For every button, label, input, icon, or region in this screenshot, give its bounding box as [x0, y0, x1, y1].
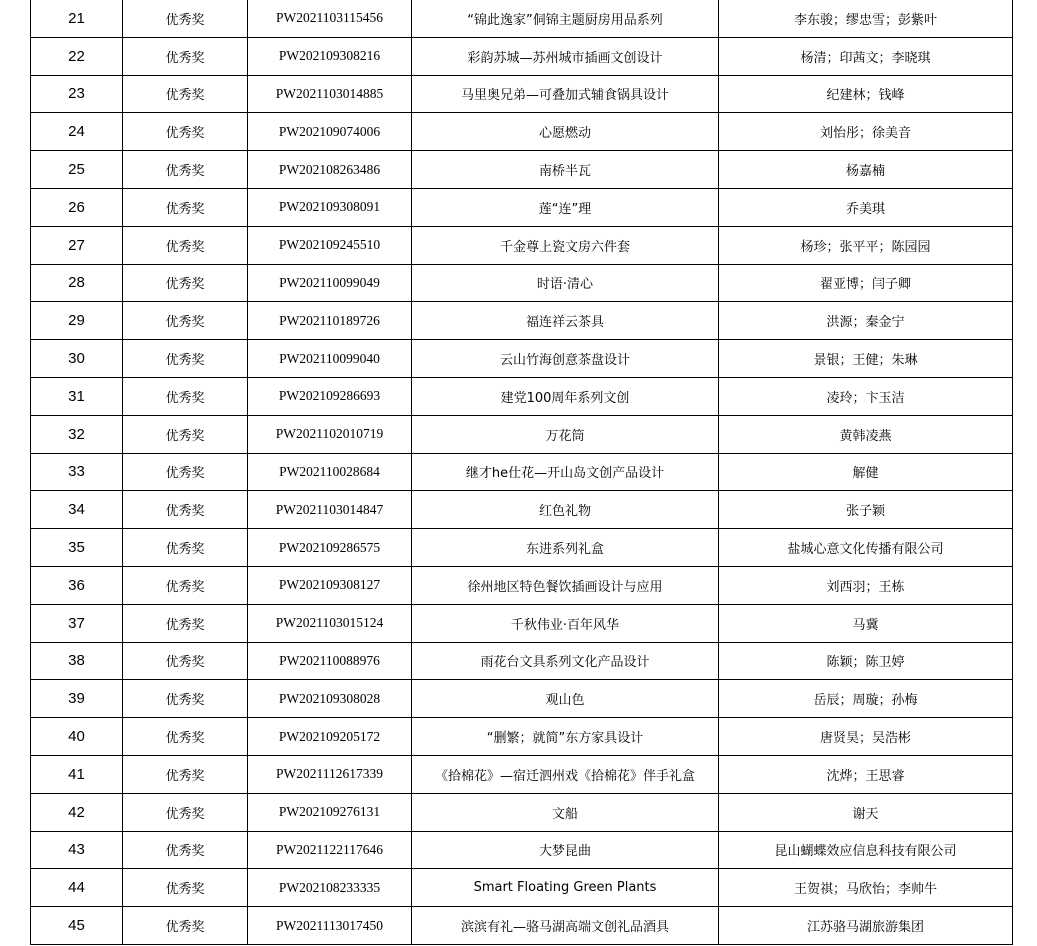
entry-code-cell: PW2021122117646	[248, 831, 412, 869]
award-cell: 优秀奖	[123, 755, 248, 793]
row-number-cell: 29	[31, 302, 123, 340]
work-title-cell: 红色礼物	[412, 491, 719, 529]
table-row	[31, 226, 1013, 264]
row-number-cell: 31	[31, 377, 123, 415]
award-cell: 优秀奖	[123, 453, 248, 491]
entry-code-cell: PW2021103115456	[248, 0, 412, 37]
row-number-cell: 36	[31, 566, 123, 604]
award-cell: 优秀奖	[123, 264, 248, 302]
row-number-cell: 27	[31, 226, 123, 264]
award-cell: 优秀奖	[123, 377, 248, 415]
work-title-cell: “删繁；就简”东方家具设计	[412, 718, 719, 756]
entry-code-cell: PW202108233335	[248, 869, 412, 907]
row-number-cell: 38	[31, 642, 123, 680]
entry-code-cell: PW202109308127	[248, 566, 412, 604]
table-row	[31, 491, 1013, 529]
award-cell: 优秀奖	[123, 869, 248, 907]
authors-cell: 马冀	[719, 604, 1013, 642]
entry-code-cell: PW202108263486	[248, 151, 412, 189]
authors-cell: 刘西羽；王栋	[719, 566, 1013, 604]
authors-cell: 乔美琪	[719, 188, 1013, 226]
work-title-cell: 继才he仕花—开山岛文创产品设计	[412, 453, 719, 491]
authors-cell: 张子颖	[719, 491, 1013, 529]
entry-code-cell: PW2021103014885	[248, 75, 412, 113]
row-number-cell: 24	[31, 113, 123, 151]
table-row	[31, 755, 1013, 793]
entry-code-cell: PW202109074006	[248, 113, 412, 151]
award-cell: 优秀奖	[123, 907, 248, 945]
entry-code-cell: PW2021102010719	[248, 415, 412, 453]
authors-cell: 唐贤昊；吴浩彬	[719, 718, 1013, 756]
entry-code-cell: PW202109308091	[248, 188, 412, 226]
award-cell: 优秀奖	[123, 113, 248, 151]
table-row	[31, 642, 1013, 680]
entry-code-cell: PW2021103015124	[248, 604, 412, 642]
row-number-cell: 44	[31, 869, 123, 907]
entry-code-cell: PW202110189726	[248, 302, 412, 340]
table-row	[31, 793, 1013, 831]
table-row	[31, 377, 1013, 415]
award-cell: 优秀奖	[123, 0, 248, 37]
work-title-cell: 雨花台文具系列文化产品设计	[412, 642, 719, 680]
award-cell: 优秀奖	[123, 37, 248, 75]
authors-cell: 洪源；秦金宁	[719, 302, 1013, 340]
work-title-cell: 大梦昆曲	[412, 831, 719, 869]
row-number-cell: 21	[31, 0, 123, 37]
work-title-cell: 文船	[412, 793, 719, 831]
award-cell: 优秀奖	[123, 718, 248, 756]
award-cell: 优秀奖	[123, 75, 248, 113]
table-row	[31, 0, 1013, 37]
authors-cell: 谢天	[719, 793, 1013, 831]
row-number-cell: 34	[31, 491, 123, 529]
entry-code-cell: PW202109276131	[248, 793, 412, 831]
entry-code-cell: PW202110099049	[248, 264, 412, 302]
row-number-cell: 25	[31, 151, 123, 189]
table-row	[31, 75, 1013, 113]
authors-cell: 沈烨；王思睿	[719, 755, 1013, 793]
row-number-cell: 45	[31, 907, 123, 945]
row-number-cell: 30	[31, 340, 123, 378]
authors-cell: 杨珍；张平平；陈园园	[719, 226, 1013, 264]
authors-cell: 昆山蝴蝶效应信息科技有限公司	[719, 831, 1013, 869]
table-row	[31, 604, 1013, 642]
entry-code-cell: PW202110088976	[248, 642, 412, 680]
entry-code-cell: PW202109245510	[248, 226, 412, 264]
work-title-cell: 莲“连”理	[412, 188, 719, 226]
award-cell: 优秀奖	[123, 340, 248, 378]
entry-code-cell: PW2021103014847	[248, 491, 412, 529]
work-title-cell: 东进系列礼盒	[412, 529, 719, 567]
authors-cell: 解健	[719, 453, 1013, 491]
award-cell: 优秀奖	[123, 415, 248, 453]
table-row	[31, 566, 1013, 604]
row-number-cell: 28	[31, 264, 123, 302]
award-cell: 优秀奖	[123, 151, 248, 189]
table-row	[31, 907, 1013, 945]
award-cell: 优秀奖	[123, 302, 248, 340]
entry-code-cell: PW2021113017450	[248, 907, 412, 945]
award-cell: 优秀奖	[123, 604, 248, 642]
table-row	[31, 151, 1013, 189]
table-row	[31, 37, 1013, 75]
work-title-cell: 《拾棉花》—宿迁泗州戏《拾棉花》伴手礼盒	[412, 755, 719, 793]
award-cell: 优秀奖	[123, 680, 248, 718]
table-row	[31, 188, 1013, 226]
table-row	[31, 453, 1013, 491]
row-number-cell: 32	[31, 415, 123, 453]
work-title-cell: Smart Floating Green Plants	[412, 869, 719, 907]
award-cell: 优秀奖	[123, 566, 248, 604]
authors-cell: 刘怡彤；徐美音	[719, 113, 1013, 151]
authors-cell: 纪建林；钱峰	[719, 75, 1013, 113]
authors-cell: 杨嘉楠	[719, 151, 1013, 189]
work-title-cell: 建党100周年系列文创	[412, 377, 719, 415]
award-cell: 优秀奖	[123, 188, 248, 226]
table-row	[31, 340, 1013, 378]
table-row	[31, 869, 1013, 907]
row-number-cell: 22	[31, 37, 123, 75]
row-number-cell: 26	[31, 188, 123, 226]
row-number-cell: 23	[31, 75, 123, 113]
work-title-cell: 南桥半瓦	[412, 151, 719, 189]
entry-code-cell: PW202109286575	[248, 529, 412, 567]
work-title-cell: 彩韵苏城—苏州城市插画文创设计	[412, 37, 719, 75]
authors-cell: 翟亚博；闫子卿	[719, 264, 1013, 302]
entry-code-cell: PW2021112617339	[248, 755, 412, 793]
row-number-cell: 37	[31, 604, 123, 642]
table-row	[31, 264, 1013, 302]
table-row	[31, 718, 1013, 756]
work-title-cell: 万花筒	[412, 415, 719, 453]
table-row	[31, 680, 1013, 718]
work-title-cell: 心愿燃动	[412, 113, 719, 151]
work-title-cell: 福连祥云茶具	[412, 302, 719, 340]
award-cell: 优秀奖	[123, 226, 248, 264]
award-cell: 优秀奖	[123, 793, 248, 831]
work-title-cell: 滨滨有礼—骆马湖高端文创礼品酒具	[412, 907, 719, 945]
authors-cell: 李东骏；缪忠雪；彭紫叶	[719, 0, 1013, 37]
table-row	[31, 415, 1013, 453]
authors-cell: 黄韩凌燕	[719, 415, 1013, 453]
table-row	[31, 302, 1013, 340]
row-number-cell: 39	[31, 680, 123, 718]
work-title-cell: 马里奥兄弟—可叠加式辅食锅具设计	[412, 75, 719, 113]
work-title-cell: “锦此逸家”侗锦主题厨房用品系列	[412, 0, 719, 37]
work-title-cell: 千金尊上瓷文房六件套	[412, 226, 719, 264]
work-title-cell: 千秋伟业·百年风华	[412, 604, 719, 642]
authors-cell: 王贺祺；马欣怡；李帅牛	[719, 869, 1013, 907]
authors-cell: 陈颖；陈卫婷	[719, 642, 1013, 680]
award-cell: 优秀奖	[123, 831, 248, 869]
award-cell: 优秀奖	[123, 642, 248, 680]
entry-code-cell: PW202109286693	[248, 377, 412, 415]
row-number-cell: 42	[31, 793, 123, 831]
row-number-cell: 35	[31, 529, 123, 567]
entry-code-cell: PW202109205172	[248, 718, 412, 756]
authors-cell: 岳辰；周璇；孙梅	[719, 680, 1013, 718]
award-cell: 优秀奖	[123, 529, 248, 567]
entry-code-cell: PW202109308216	[248, 37, 412, 75]
entry-code-cell: PW202109308028	[248, 680, 412, 718]
authors-cell: 凌玲；卞玉洁	[719, 377, 1013, 415]
row-number-cell: 33	[31, 453, 123, 491]
table-row	[31, 529, 1013, 567]
award-cell: 优秀奖	[123, 491, 248, 529]
authors-cell: 杨清；印茜文；李晓琪	[719, 37, 1013, 75]
work-title-cell: 观山色	[412, 680, 719, 718]
entry-code-cell: PW202110099040	[248, 340, 412, 378]
table-row	[31, 831, 1013, 869]
row-number-cell: 41	[31, 755, 123, 793]
authors-cell: 盐城心意文化传播有限公司	[719, 529, 1013, 567]
authors-cell: 景银；王健；朱琳	[719, 340, 1013, 378]
work-title-cell: 云山竹海创意茶盘设计	[412, 340, 719, 378]
table-row	[31, 113, 1013, 151]
entry-code-cell: PW202110028684	[248, 453, 412, 491]
work-title-cell: 徐州地区特色餐饮插画设计与应用	[412, 566, 719, 604]
row-number-cell: 40	[31, 718, 123, 756]
award-table	[30, 0, 1013, 945]
authors-cell: 江苏骆马湖旅游集团	[719, 907, 1013, 945]
row-number-cell: 43	[31, 831, 123, 869]
work-title-cell: 时语·清心	[412, 264, 719, 302]
award-table-body	[31, 0, 1013, 944]
